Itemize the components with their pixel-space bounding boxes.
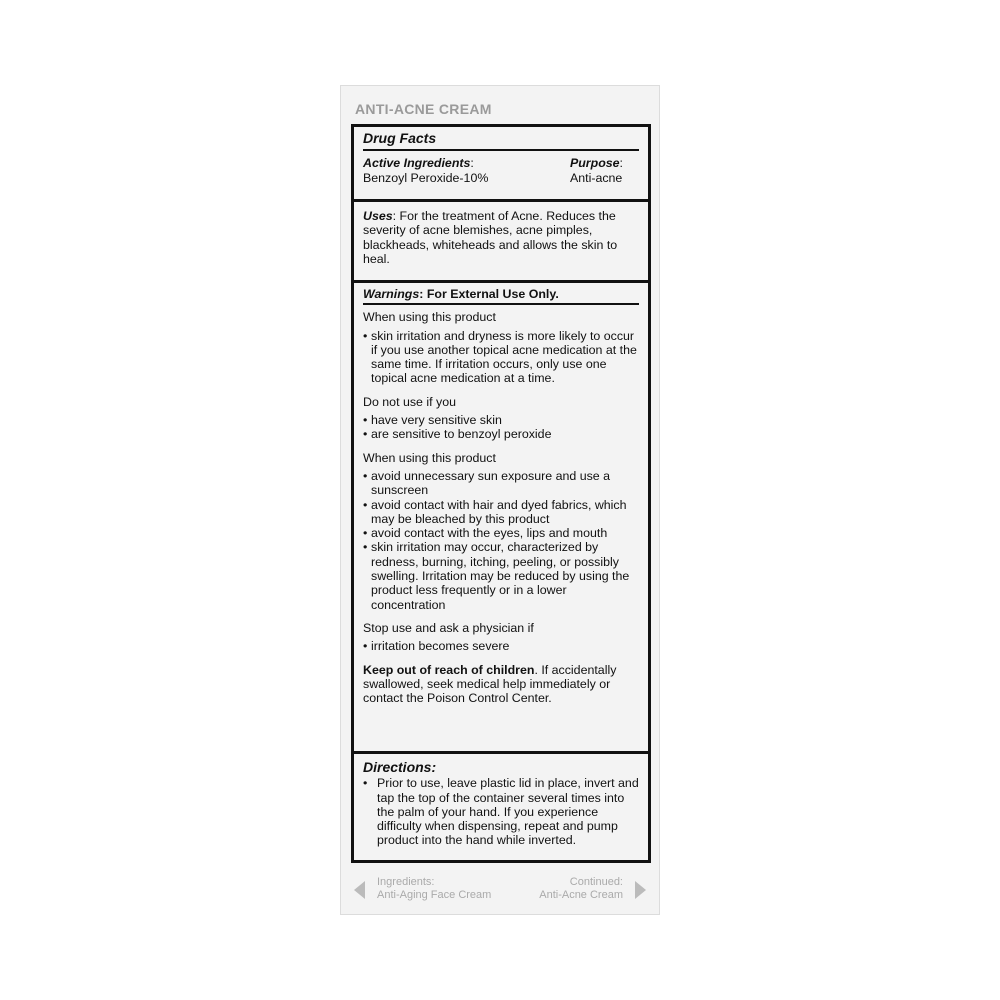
warning-group-heading: When using this product — [363, 450, 496, 465]
direction-item: • Prior to use, leave plastic lid in place, invert and tap the top of the container several times into the palm of your hand. If you experience difficulty when dispensing, repeat and pump product into the hand while inverted. — [363, 776, 639, 848]
keep-out-reach: Keep out of reach of children. If accidentally swallowed, seek medical help immediately or contact the Poison Control Center. — [363, 662, 617, 706]
purpose-value: Anti-acne — [569, 170, 623, 185]
divider — [363, 149, 639, 151]
warning-item: • have very sensitive skin — [363, 413, 502, 428]
active-label: Active Ingredients — [363, 156, 471, 171]
warnings-section: Warnings: For External Use Only. When using this product • skin irritation and dryness is more likely to occur if you use another topical acne medication at the same time. If irritation occurs, only use one topical acne medication at a time. Do not use if you • have very sensitive skin • are sensitive to benzoyl peroxide When using this product • avoid unnecessary sun exposure and use a sunscreen • avoid contact with hair and dyed fabrics, which may be bleached by this product • avoid contact with the eyes, lips and mouth • skin irritation may occur, characterized by redness, burning, itching, peeling, or possibly swelling. Irritation may be reduced by using the product less frequently or in a lower concentration Stop use and ask a physician if • irritation becomes severe Keep out of reach of children. If accidentally swallowed, seek medical help immediately or contact the Poison Control Center. — [354, 283, 648, 751]
directions-section — [354, 754, 648, 860]
warning-item: • irritation becomes severe — [363, 639, 510, 654]
active-value: Benzoyl Peroxide-10% — [363, 170, 489, 185]
warnings-label: Warnings — [363, 287, 420, 301]
prev-arrow-icon[interactable] — [354, 881, 365, 899]
drug-facts-section: Drug Facts Active Ingredients: Benzoyl Peroxide-10% Purpose: Anti-acne — [354, 127, 648, 199]
label-panel — [340, 85, 660, 915]
product-title: ANTI-ACNE CREAM — [355, 101, 492, 117]
uses-label: Uses — [363, 209, 393, 223]
warning-group-heading: Stop use and ask a physician if — [363, 620, 534, 635]
warning-item: • skin irritation and dryness is more likely to occur if you use another topical acne medication at the same time. If irritation occurs, only use one topical acne medication at a time. — [363, 328, 637, 386]
next-arrow-icon[interactable] — [635, 881, 646, 899]
warning-item: • avoid contact with the eyes, lips and mouth — [363, 526, 608, 541]
warning-item: • are sensitive to benzoyl peroxide — [363, 427, 552, 442]
warning-group-heading: When using this product — [363, 310, 496, 325]
divider — [363, 303, 639, 305]
warning-item: • avoid unnecessary sun exposure and use a sunscreen — [363, 468, 611, 498]
drug-facts-heading: Drug Facts — [363, 130, 437, 146]
warnings-heading: For External Use Only. — [426, 287, 559, 301]
warning-item: • avoid contact with hair and dyed fabrics, which may be bleached by this product — [363, 497, 627, 526]
uses-section: Uses: For the treatment of Acne. Reduces the severity of acne blemishes, acne pimples, blackheads, whiteheads and allows the skin to heal. — [354, 202, 648, 280]
warning-item: • skin irritation may occur, characterized by redness, burning, itching, peeling, or possibly swelling. Irritation may be reduced by using the product less frequently or in a lower concentration — [363, 540, 630, 612]
next-link[interactable]: Continued: Anti-Acne Cream — [539, 876, 623, 901]
prev-link[interactable]: Ingredients: Anti-Aging Face Cream — [377, 876, 492, 901]
directions-heading: Directions: — [363, 759, 437, 775]
warning-group-heading: Do not use if you — [363, 394, 456, 409]
drug-facts-box — [351, 124, 651, 863]
uses-text: For the treatment of Acne. Reduces the severity of acne blemishes, acne pimples, blackheads, whiteheads and allows the skin to heal. — [363, 209, 618, 266]
purpose-label: Purpose — [569, 156, 620, 171]
